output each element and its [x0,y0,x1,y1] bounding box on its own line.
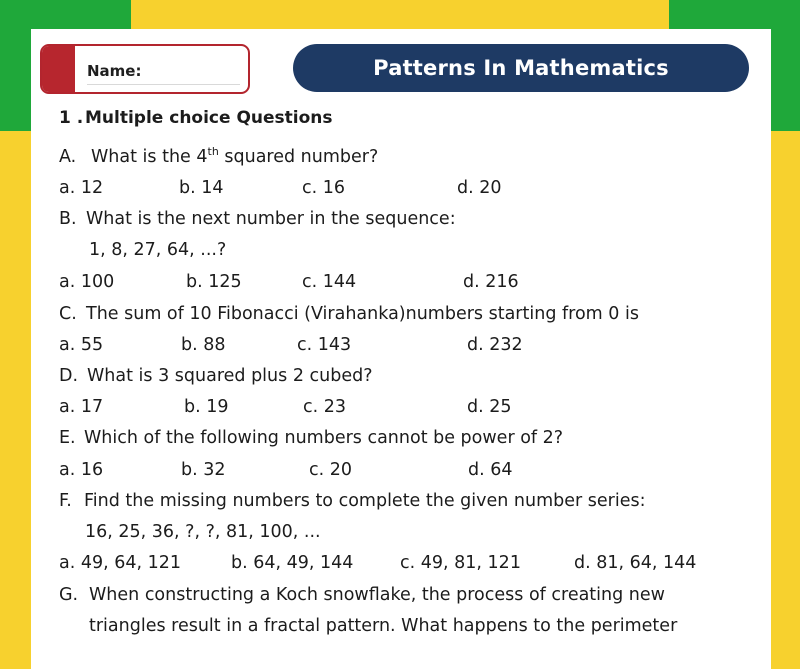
option-e-c[interactable]: c. 20 [309,460,353,480]
question-g-text: When constructing a Koch snowflake, the process of creating new [89,585,665,605]
section-number: 1 . [59,108,84,128]
option-d-d[interactable]: d. 25 [467,397,512,417]
option-d-a[interactable]: a. 17 [59,397,104,417]
option-c-c[interactable]: c. 143 [297,335,352,355]
question-e-text: Which of the following numbers cannot be power of 2? [84,428,564,448]
question-a-text: What is the 4th squared number? [91,145,379,167]
option-f-a[interactable]: a. 49, 64, 121 [59,553,182,573]
option-c-d[interactable]: d. 232 [467,335,523,355]
name-field[interactable] [40,44,250,94]
question-d-text: What is 3 squared plus 2 cubed? [87,366,373,386]
option-f-d[interactable]: d. 81, 64, 144 [574,553,697,573]
option-a-d[interactable]: d. 20 [457,178,502,198]
option-d-b[interactable]: b. 19 [184,397,229,417]
option-b-a[interactable]: a. 100 [59,272,115,292]
question-g-label: G. [59,585,79,605]
option-c-a[interactable]: a. 55 [59,335,104,355]
option-a-c[interactable]: c. 16 [302,178,346,198]
option-a-a[interactable]: a. 12 [59,178,104,198]
option-a-b[interactable]: b. 14 [179,178,224,198]
question-g-text-line2: triangles result in a fractal pattern. What happens to the perimeter [89,616,678,636]
question-b-text: What is the next number in the sequence: [86,209,456,229]
question-b-sequence: 1, 8, 27, 64, ...? [89,240,227,260]
name-label: Name: [87,62,142,80]
section-title: Multiple choice Questions [85,108,333,128]
option-e-d[interactable]: d. 64 [468,460,513,480]
option-b-c[interactable]: c. 144 [302,272,357,292]
question-c-text: The sum of 10 Fibonacci (Virahanka)numbers starting from 0 is [86,304,639,324]
question-d-label: D. [59,366,79,386]
question-f-text: Find the missing numbers to complete the given number series: [84,491,646,511]
name-field-tab [42,46,75,92]
question-c-label: C. [59,304,77,324]
option-e-b[interactable]: b. 32 [181,460,226,480]
worksheet [31,29,771,669]
option-b-d[interactable]: d. 216 [463,272,519,292]
question-f-series: 16, 25, 36, ?, ?, 81, 100, ... [85,522,321,542]
question-f-label: F. [59,491,72,511]
option-c-b[interactable]: b. 88 [181,335,226,355]
option-e-a[interactable]: a. 16 [59,460,104,480]
superscript-th: th [207,145,219,159]
option-b-b[interactable]: b. 125 [186,272,242,292]
question-b-label: B. [59,209,77,229]
name-writing-line [87,84,240,85]
question-e-label: E. [59,428,76,448]
question-a-label: A. [59,147,77,167]
option-f-c[interactable]: c. 49, 81, 121 [400,553,521,573]
option-d-c[interactable]: c. 23 [303,397,347,417]
page-title: Patterns In Mathematics [293,44,749,92]
option-f-b[interactable]: b. 64, 49, 144 [231,553,354,573]
